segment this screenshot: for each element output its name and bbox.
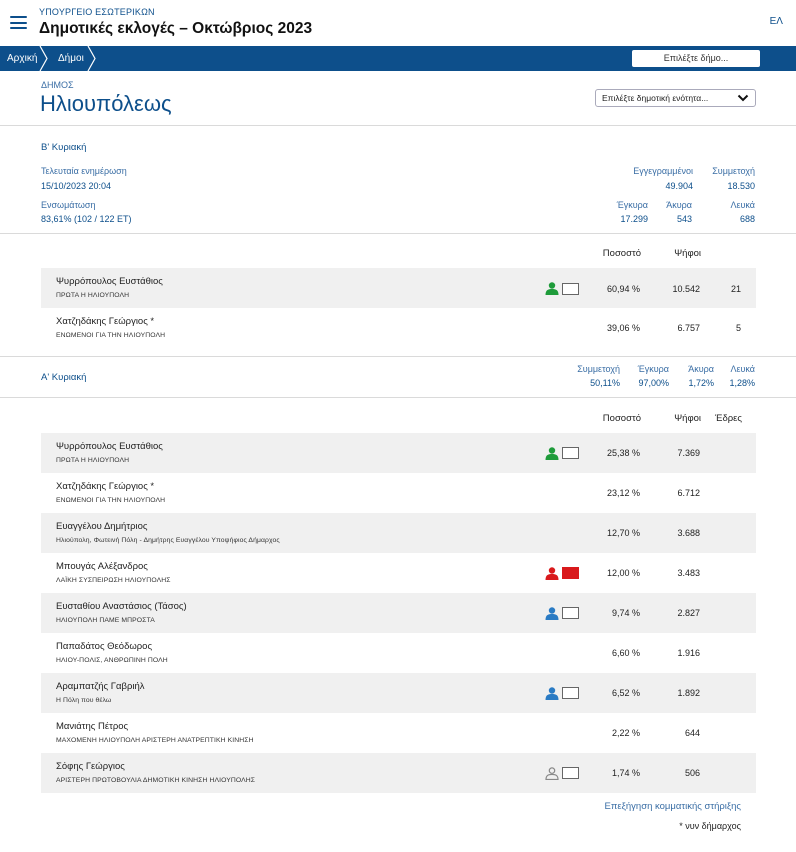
candidate-party: ΗΛΙΟΥΠΟΛΗ ΠΑΜΕ ΜΠΡΟΣΤΑ [56,617,155,624]
candidate-name: Μανιάτης Πέτρος [56,721,129,732]
ministry-label: ΥΠΟΥΡΓΕΙΟ ΕΣΩΤΕΡΙΚΩΝ [39,7,155,17]
candidate-votes: 2.827 [677,608,700,618]
candidate-name: Αραμπατζής Γαβριήλ [56,681,145,692]
select-municipality-button[interactable]: Επιλέξτε δήμο... [632,50,760,67]
last-update-label: Τελευταία ενημέρωση [41,166,127,176]
candidate-percent: 2,22 % [611,728,640,738]
language-switch[interactable]: ΕΛ [769,16,783,27]
candidate-votes: 6.712 [677,488,700,498]
party-support-link[interactable]: Επεξήγηση κομματικής στήριξης [604,801,741,812]
candidate-name: Ψυρρόπουλος Ευστάθιος [56,276,163,287]
party-support-box [562,687,579,699]
valid-value: 17.299 [620,214,648,224]
col-percent-header: Ποσοστό [602,413,641,424]
candidate-name: Ψυρρόπουλος Ευστάθιος [56,441,163,452]
round-a-valid-value: 97,00% [638,378,669,388]
candidate-party: ΕΝΩΜΕΝΟΙ ΓΙΑ ΤΗΝ ΗΛΙΟΥΠΟΛΗ [56,497,166,504]
candidate-percent: 39,06 % [606,323,640,333]
person-green-icon [545,282,559,295]
candidate-name: Χατζηδάκης Γεώργιος * [56,481,155,492]
table-row [41,308,756,348]
integration-label: Ενσωμάτωση [41,200,96,210]
candidate-votes: 10.542 [672,284,700,294]
person-outline-icon [545,767,559,780]
candidate-percent: 12,00 % [606,568,640,578]
candidate-seats: 21 [730,284,741,294]
round-a-invalid-value: 1,72% [688,378,714,388]
table-row [41,433,756,473]
candidate-party: Ηλιούπολη, Φωτεινή Πόλη - Δημήτρης Ευαγγέλου Υποψήφιος Δήμαρχος [56,537,280,544]
divider [0,397,796,398]
candidate-party: ΗΛΙΟΥ-ΠΟΛΙΣ, ΑΝΘΡΩΠΙΝΗ ΠΟΛΗ [56,657,168,664]
candidate-party: ΠΡΩΤΑ Η ΗΛΙΟΥΠΟΛΗ [56,292,130,299]
candidate-party: ΑΡΙΣΤΕΡΗ ΠΡΩΤΟΒΟΥΛΙΑ ΔΗΜΟΤΙΚΗ ΚΙΝΗΣΗ ΗΛΙΟΥΠΟΛΗΣ [56,777,256,784]
registered-value: 49.904 [665,181,693,191]
breadcrumb-municipalities[interactable]: Δήμοι [58,53,84,64]
unit-select-value: Επιλέξτε δημοτική ενότητα... [602,93,709,103]
candidate-percent: 6,52 % [611,688,640,698]
candidate-percent: 6,60 % [611,648,640,658]
table-row [41,268,756,308]
valid-label: Έγκυρα [616,200,648,210]
candidate-seats: 5 [735,323,741,333]
candidate-percent: 12,70 % [606,528,640,538]
col-seats-header: Έδρες [715,413,742,424]
integration-value: 83,61% (102 / 122 ΕΤ) [41,214,132,224]
table-row [41,593,756,633]
col-votes-header: Ψήφοι [674,248,701,259]
round-a-title: Α' Κυριακή [41,372,87,383]
candidate-votes: 7.369 [677,448,700,458]
municipality-label: ΔΗΜΟΣ [41,80,74,90]
candidate-votes: 1.916 [677,648,700,658]
candidate-votes: 3.688 [677,528,700,538]
table-row [41,633,756,673]
party-support-box [562,447,579,459]
table-row [41,713,756,753]
candidate-votes: 1.892 [677,688,700,698]
menu-icon[interactable] [10,16,27,29]
breadcrumb-home[interactable]: Αρχική [7,53,38,64]
candidate-name: Χατζηδάκης Γεώργιος * [56,316,155,327]
party-support-box [562,767,579,779]
candidate-name: Ευσταθίου Αναστάσιος (Τάσος) [56,601,187,612]
party-support-box [562,283,579,295]
current-mayor-note: * νυν δήμαρχος [679,821,741,831]
person-blue-icon [545,607,559,620]
person-green-icon [545,447,559,460]
invalid-label: Άκυρα [666,200,692,210]
candidate-percent: 23,12 % [606,488,640,498]
chevron-right-icon [38,46,50,71]
invalid-value: 543 [676,214,692,224]
divider [0,125,796,126]
round-a-blank-value: 1,28% [729,378,755,388]
chevron-right-icon [86,46,98,71]
candidate-votes: 644 [684,728,700,738]
table-row [41,673,756,713]
candidate-party: ΜΑΧΟΜΕΝΗ ΗΛΙΟΥΠΟΛΗ ΑΡΙΣΤΕΡΗ ΑΝΑΤΡΕΠΤΙΚΗ ΚΙΝΗΣΗ [56,737,254,744]
col-votes-header: Ψήφοι [674,413,701,424]
round-a-turnout-value: 50,11% [590,378,620,388]
candidate-percent: 1,74 % [611,768,640,778]
divider [0,233,796,234]
person-blue-icon [545,687,559,700]
candidate-votes: 3.483 [677,568,700,578]
round-b-title: Β' Κυριακή [41,142,87,153]
candidate-votes: 6.757 [677,323,700,333]
party-flag-icon [562,567,579,579]
candidate-party: ΠΡΩΤΑ Η ΗΛΙΟΥΠΟΛΗ [56,457,130,464]
col-percent-header: Ποσοστό [602,248,641,259]
candidate-votes: 506 [684,768,700,778]
candidate-name: Ευαγγέλου Δημήτριος [56,521,148,532]
table-row [41,753,756,793]
candidate-percent: 60,94 % [606,284,640,294]
round-a-blank-label: Λευκά [730,364,755,374]
person-red-icon [545,567,559,580]
breadcrumb [0,46,796,71]
candidate-name: Σόφης Γεώργιος [56,761,125,772]
candidate-name: Μπουγάς Αλέξανδρος [56,561,148,572]
municipality-name: Ηλιουπόλεως [40,91,172,116]
candidate-party: Η Πόλη που θέλω [56,697,112,704]
divider [0,356,796,357]
turnout-value: 18.530 [727,181,755,191]
blank-value: 688 [739,214,755,224]
candidate-party: ΕΝΩΜΕΝΟΙ ΓΙΑ ΤΗΝ ΗΛΙΟΥΠΟΛΗ [56,332,166,339]
header [0,0,796,46]
candidate-party: ΛΑΪΚΗ ΣΥΣΠΕΙΡΩΣΗ ΗΛΙΟΥΠΟΛΗΣ [56,577,171,584]
candidate-percent: 9,74 % [611,608,640,618]
round-a-valid-label: Έγκυρα [637,364,669,374]
page-title: Δημοτικές εκλογές – Οκτώβριος 2023 [39,20,313,37]
unit-select[interactable] [595,89,756,107]
table-row [41,513,756,553]
table-row [41,473,756,513]
round-a-invalid-label: Άκυρα [688,364,714,374]
turnout-label: Συμμετοχή [712,166,755,176]
candidate-percent: 25,38 % [606,448,640,458]
registered-label: Εγγεγραμμένοι [633,166,693,176]
blank-label: Λευκά [730,200,755,210]
round-a-turnout-label: Συμμετοχή [577,364,620,374]
party-support-box [562,607,579,619]
last-update-value: 15/10/2023 20:04 [41,181,112,191]
candidate-name: Παπαδάτος Θεόδωρος [56,641,153,652]
table-row [41,553,756,593]
chevron-down-icon [737,93,749,103]
